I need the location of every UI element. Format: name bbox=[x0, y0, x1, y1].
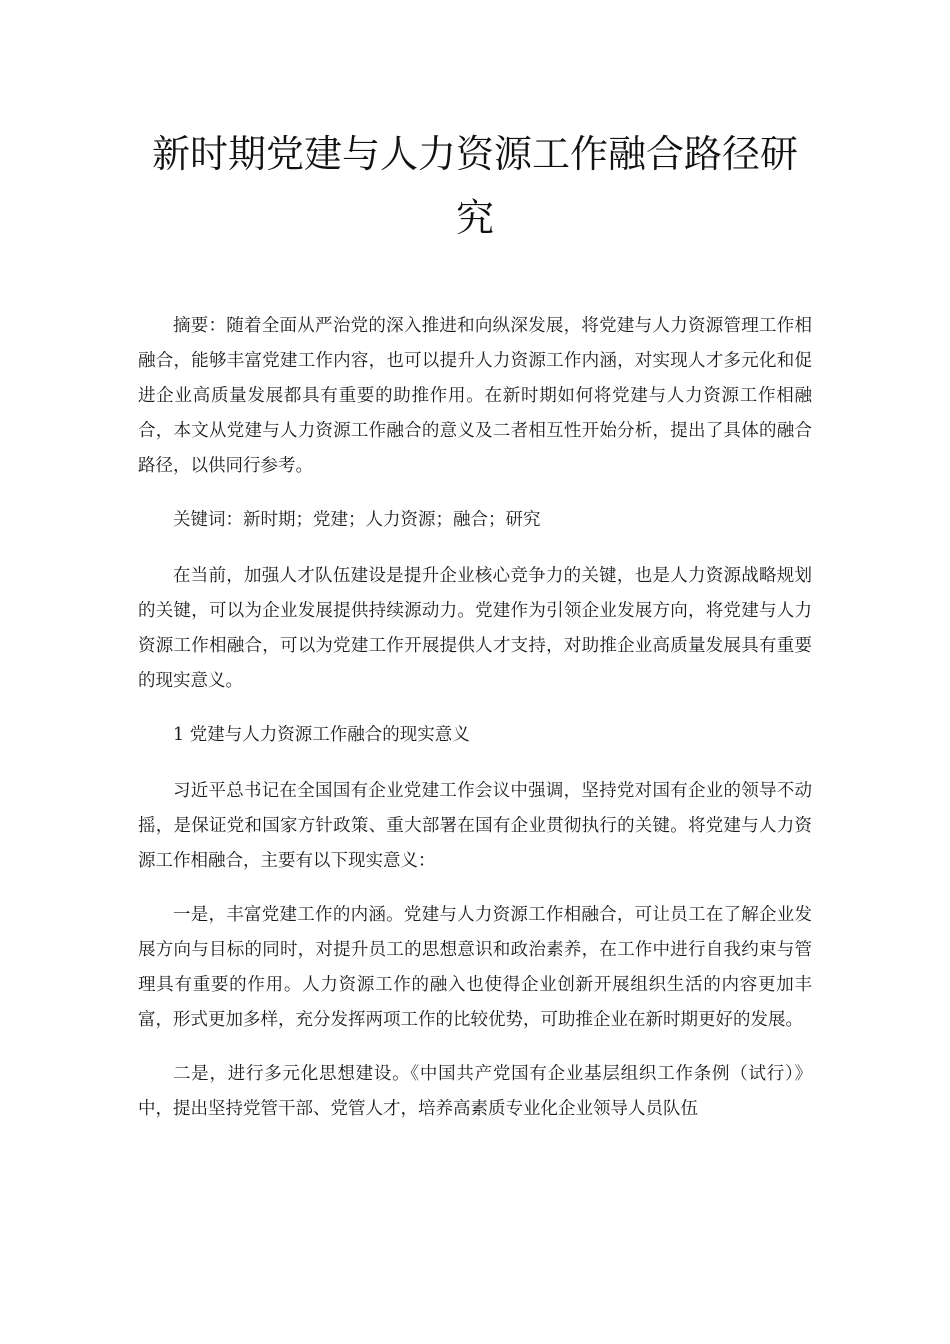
section-heading: 1 党建与人力资源工作融合的现实意义 bbox=[173, 725, 470, 745]
intro-paragraph: 在当前，加强人才队伍建设是提升企业核心竞争力的关键，也是人力资源战略规划的关键，可以为企业发展提供持续源动力。党建作为引领企业发展方向，将党建与人力资源工作相融合，可以为党建工作开展提供人才支持，对助推企业高质量发展具有重要的现实意义。 bbox=[138, 566, 812, 691]
document-body bbox=[138, 309, 812, 1146]
abstract-paragraph: 摘要：随着全面从严治党的深入推进和向纵深发展，将党建与人力资源管理工作相融合，能够丰富党建工作内容，也可以提升人力资源工作内涵，对实现人才多元化和促进企业高质量发展都具有重要的助推作用。在新时期如何将党建与人力资源工作相融合，本文从党建与人力资源工作融合的意义及二者相互性开始分析，提出了具体的融合路径，以供同行参考。 bbox=[138, 316, 812, 476]
keywords-paragraph: 关键词：新时期；党建；人力资源；融合；研究 bbox=[173, 510, 541, 530]
document-title: 新时期党建与人力资源工作融合路径研究 bbox=[151, 132, 798, 240]
body-paragraph: 习近平总书记在全国国有企业党建工作会议中强调，坚持党对国有企业的领导不动摇，是保证党和国家方针政策、重大部署在国有企业贯彻执行的关键。将党建与人力资源工作相融合，主要有以下现实意义： bbox=[138, 781, 812, 871]
body-paragraph: 二是，进行多元化思想建设。《中国共产党国有企业基层组织工作条例（试行）》中，提出坚持党管干部、党管人才，培养高素质专业化企业领导人员队伍 bbox=[138, 1064, 812, 1119]
body-paragraph: 一是，丰富党建工作的内涵。党建与人力资源工作相融合，可让员工在了解企业发展方向与目标的同时，对提升员工的思想意识和政治素养，在工作中进行自我约束与管理具有重要的作用。人力资源工作的融入也使得企业创新开展组织生活的内容更加丰富，形式更加多样，充分发挥两项工作的比较优势，可助推企业在新时期更好的发展。 bbox=[138, 905, 812, 1030]
